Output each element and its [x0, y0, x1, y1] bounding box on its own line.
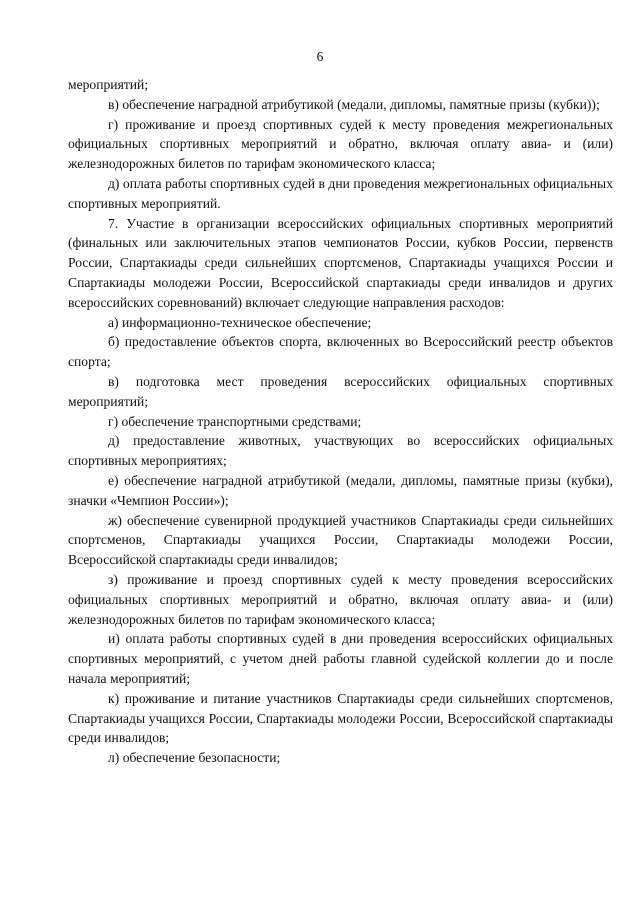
paragraph-item-v-venue-prep: в) подготовка мест проведения всероссийских официальных спортивных мероприятий;	[68, 373, 613, 409]
paragraph-item-v-awards: в) обеспечение наградной атрибутикой (медали, дипломы, памятные призы (кубки));	[108, 96, 600, 112]
paragraph-section-7: 7. Участие в организации всероссийских официальных спортивных мероприятий (финальных или заключительных этапов чемпионатов России, кубков России, первенств России, Спартакиады среди сильнейших спортсменов, Спартакиады учащихся России и Спартакиады молодежи России, Всероссийской спартакиады среди инвалидов и других всероссийских соревнований) включает следующие направления расходов:	[68, 215, 613, 310]
page-number: 6	[316, 49, 324, 64]
paragraph-item-i-judges-payment: и) оплата работы спортивных судей в дни проведения всероссийских официальных спортивных мероприятий, с учетом дней работы главной судейской коллегии до и после начала мероприятий;	[68, 631, 613, 686]
document-body	[68, 75, 613, 768]
paragraph-item-b-sport-facilities: б) предоставление объектов спорта, включенных во Всероссийский реестр объектов спорта;	[68, 334, 613, 370]
paragraph-continuation: мероприятий;	[68, 77, 149, 92]
paragraph-item-z-judges-travel: з) проживание и проезд спортивных судей к месту проведения всероссийских официальных спортивных мероприятий и обратно, включая оплату авиа- и (или) железнодорожных билетов по тарифам экономического класса;	[68, 571, 613, 627]
paragraph-item-d-animals: д) предоставление животных, участвующих во всероссийских официальных спортивных мероприятиях;	[68, 433, 613, 469]
paragraph-item-d-judges-payment: д) оплата работы спортивных судей в дни проведения межрегиональных официальных спортивных мероприятий.	[68, 175, 613, 211]
paragraph-item-zh-souvenirs: ж) обеспечение сувенирной продукцией участников Спартакиады среди сильнейших спортсменов, Спартакиады учащихся России, Спартакиады молодежи России, Всероссийской спартакиады среди инвалидов;	[68, 512, 613, 568]
paragraph-item-l-security: л) обеспечение безопасности;	[108, 750, 281, 766]
paragraph-item-k-accommodation: к) проживание и питание участников Спартакиады среди сильнейших спортсменов, Спартакиады учащихся России, Спартакиады молодежи России, Всероссийской спартакиады среди инвалидов;	[68, 690, 613, 746]
paragraph-item-g-transport: г) обеспечение транспортными средствами;	[108, 413, 362, 429]
paragraph-item-e-awards: е) обеспечение наградной атрибутикой (медали, дипломы, памятные призы (кубки), значки «Чемпион России»);	[68, 472, 613, 508]
paragraph-item-g-judges-travel: г) проживание и проезд спортивных судей к месту проведения межрегиональных официальных спортивных мероприятий и обратно, включая оплату авиа- и (или) железнодорожных билетов по тарифам экономического класса;	[68, 116, 613, 172]
paragraph-item-a-it-support: а) информационно-техническое обеспечение;	[108, 314, 372, 330]
